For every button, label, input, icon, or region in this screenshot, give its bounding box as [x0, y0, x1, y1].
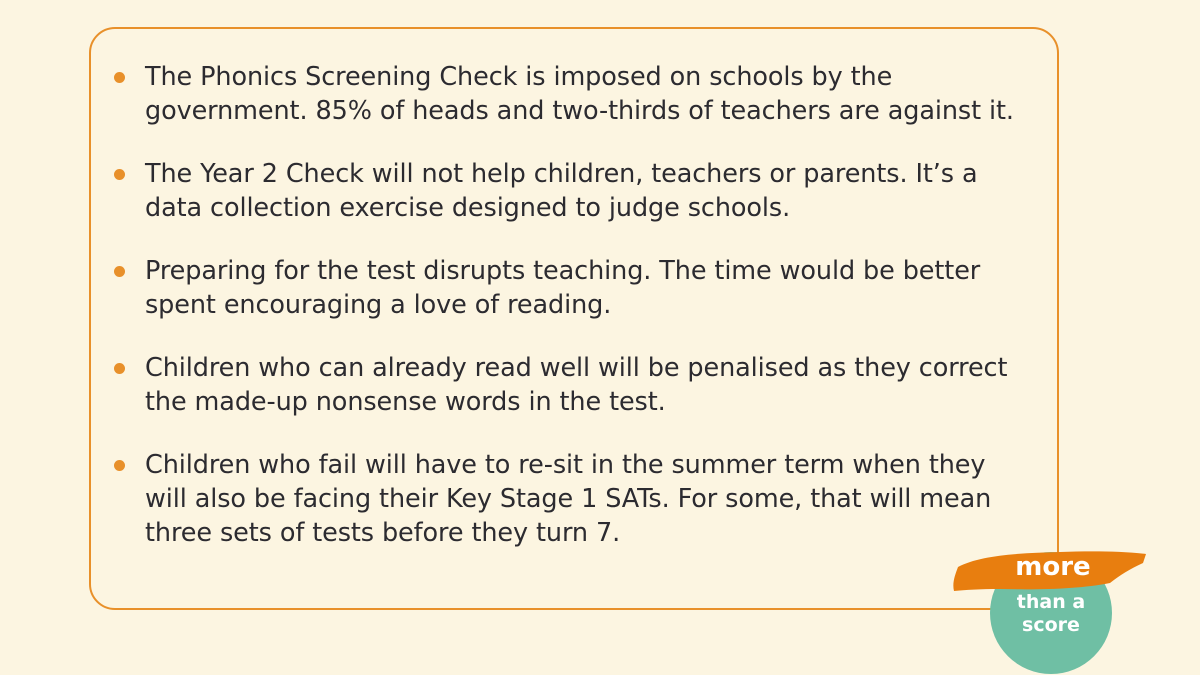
bullet-dot-icon	[114, 266, 125, 277]
list-item	[145, 448, 1035, 550]
bullet-text: Children who fail will have to re-sit in the summer term when they will also be facing their Key Stage 1 SATs. For some, that will mean three sets of tests before they turn 7.	[145, 450, 992, 548]
bullet-text: Children who can already read well will be penalised as they correct the made-up nonsense words in the test.	[145, 353, 1008, 417]
more-than-a-score-logo	[950, 545, 1150, 675]
bullet-dot-icon	[114, 460, 125, 471]
logo-score-text: score	[1022, 614, 1080, 636]
bullet-dot-icon	[114, 363, 125, 374]
list-item	[145, 60, 1035, 128]
bullet-dot-icon	[114, 169, 125, 180]
bullet-list	[145, 60, 1035, 579]
logo-than-a-text: than a	[1016, 591, 1086, 613]
list-item	[145, 351, 1035, 419]
bullet-text: The Year 2 Check will not help children, teachers or parents. It’s a data collection exercise designed to judge schools.	[145, 159, 978, 223]
logo-subtitle	[990, 591, 1112, 637]
list-item	[145, 157, 1035, 225]
list-item	[145, 254, 1035, 322]
logo-more-text: more	[1015, 552, 1091, 582]
content-card	[89, 27, 1059, 610]
bullet-text: The Phonics Screening Check is imposed on schools by the government. 85% of heads and two-thirds of teachers are against it.	[145, 62, 1014, 126]
bullet-text: Preparing for the test disrupts teaching. The time would be better spent encouraging a love of reading.	[145, 256, 981, 320]
bullet-dot-icon	[114, 72, 125, 83]
